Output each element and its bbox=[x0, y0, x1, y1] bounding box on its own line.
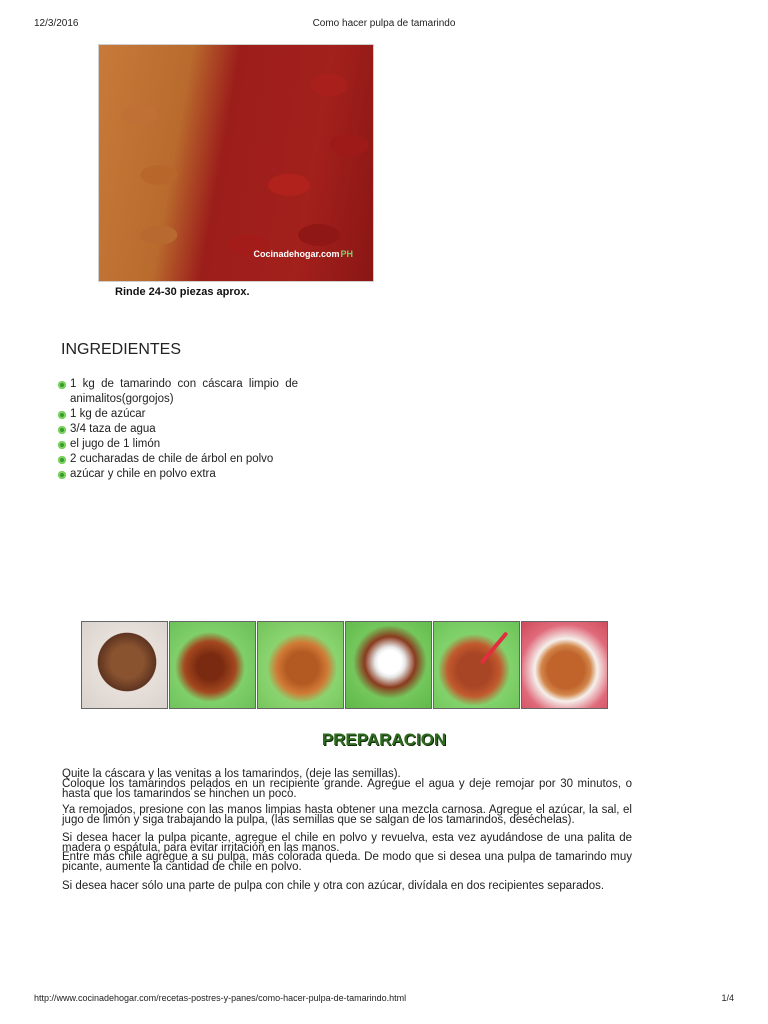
photo-watermark bbox=[253, 249, 353, 259]
list-item bbox=[58, 437, 298, 452]
ingredient-text: el jugo de 1 limón bbox=[70, 438, 161, 450]
preparation-photo-strip bbox=[81, 621, 607, 709]
step-photo-soaking bbox=[257, 621, 344, 709]
preparation-paragraph: Ya remojados, presione con las manos limpias hasta obtener una mezcla carnosa. Agregue el azúcar, la sal, el jugo de limón y siga trabajando la pulpa, (las semillas que se salgan de los tamarindos, deséchelas). bbox=[62, 804, 632, 826]
ingredient-text: 1 kg de azúcar bbox=[70, 408, 146, 420]
list-item bbox=[58, 407, 298, 422]
step-photo-mixing bbox=[433, 621, 520, 709]
bullet-icon bbox=[58, 441, 66, 449]
watermark-badge: PH bbox=[340, 249, 353, 259]
step-photo-tamarinds bbox=[81, 621, 168, 709]
ingredient-text: azúcar y chile en polvo extra bbox=[70, 468, 216, 480]
ingredients-heading: INGREDIENTES bbox=[61, 341, 182, 358]
bullet-icon bbox=[58, 381, 66, 389]
list-item bbox=[58, 467, 298, 482]
preparation-paragraph: Coloque los tamarindos pelados en un recipiente grande. Agregue el agua y deje remojar por 30 minutos, o hasta que los tamarindos se hinchen un poco. bbox=[62, 778, 632, 800]
bullet-icon bbox=[58, 471, 66, 479]
preparation-paragraph: Si desea hacer la pulpa picante, agregue el chile en polvo y revuelva, esta vez ayudándose de una palita de madera o espátula, para evitar irritación en las manos. bbox=[62, 832, 632, 854]
print-date: 12/3/2016 bbox=[34, 18, 79, 29]
tamarind-candies-photo bbox=[98, 44, 374, 282]
list-item bbox=[58, 452, 298, 467]
page-number: 1/4 bbox=[721, 993, 734, 1003]
step-photo-sugar bbox=[345, 621, 432, 709]
bullet-icon bbox=[58, 456, 66, 464]
watermark-text: Cocinadehogar.com bbox=[253, 249, 340, 259]
spatula-icon bbox=[480, 631, 509, 664]
preparation-paragraph: Si desea hacer sólo una parte de pulpa con chile y otra con azúcar, divídala en dos recipientes separados. bbox=[62, 880, 605, 892]
ingredient-text: 3/4 taza de agua bbox=[70, 423, 156, 435]
photo-caption: Rinde 24-30 piezas aprox. bbox=[115, 286, 250, 298]
preparation-paragraph: Entre más chile agregue a su pulpa, más colorada queda. De modo que si desea una pulpa de tamarindo muy picante, aumente la cantidad de chile en polvo. bbox=[62, 851, 632, 873]
ingredients-list bbox=[58, 377, 298, 482]
step-photo-peeled bbox=[169, 621, 256, 709]
source-url: http://www.cocinadehogar.com/recetas-postres-y-panes/como-hacer-pulpa-de-tamarindo.html bbox=[34, 993, 407, 1003]
page-title: Como hacer pulpa de tamarindo bbox=[312, 18, 456, 29]
bullet-icon bbox=[58, 411, 66, 419]
step-photo-pulp bbox=[521, 621, 608, 709]
list-item bbox=[58, 422, 298, 437]
preparation-heading: PREPARACION bbox=[321, 730, 447, 749]
bullet-icon bbox=[58, 426, 66, 434]
list-item bbox=[58, 377, 298, 407]
ingredient-text: 1 kg de tamarindo con cáscara limpio de animalitos(gorgojos) bbox=[70, 378, 298, 405]
ingredient-text: 2 cucharadas de chile de árbol en polvo bbox=[70, 453, 274, 465]
preparation-paragraph: Quite la cáscara y las venitas a los tamarindos, (deje las semillas). bbox=[62, 768, 401, 780]
